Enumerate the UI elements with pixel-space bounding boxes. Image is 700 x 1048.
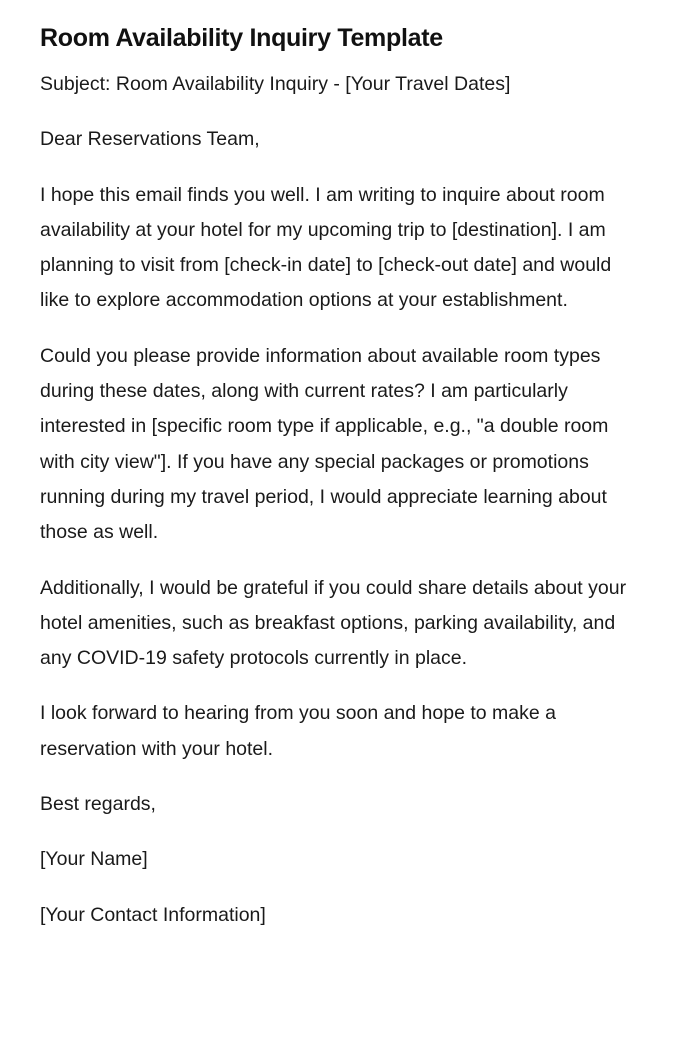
sign-off: Best regards, — [40, 793, 156, 816]
sender-name: [Your Name] — [40, 848, 148, 871]
paragraph-closing: I look forward to hearing from you soon and hope to make a reservation with your hotel. — [40, 702, 556, 760]
paragraph-intro: I hope this email finds you well. I am writing to inquire about room availability at your hotel for my upcoming trip to [destination]. I am planning to visit from [check-in date] to [check-out date] and would like to explore accommodation options at your establishment. — [40, 183, 612, 312]
sender-contact: [Your Contact Information] — [40, 903, 266, 926]
page-title: Room Availability Inquiry Template — [40, 24, 443, 52]
paragraph-amenities: Additionally, I would be grateful if you could share details about your hotel amenities, such as breakfast options, parking availability, and any COVID-19 safety protocols currently in place. — [40, 576, 627, 670]
paragraph-room-types: Could you please provide information about available room types during these dates, along with current rates? I am particularly interested in [specific room type if applicable, e.g., "a double room with city view"]. If you have any special packages or promotions running during my travel period, I would appreciate learning about those as well. — [40, 344, 609, 544]
greeting: Dear Reservations Team, — [40, 128, 260, 151]
subject-line: Subject: Room Availability Inquiry - [Your Travel Dates] — [40, 73, 511, 95]
